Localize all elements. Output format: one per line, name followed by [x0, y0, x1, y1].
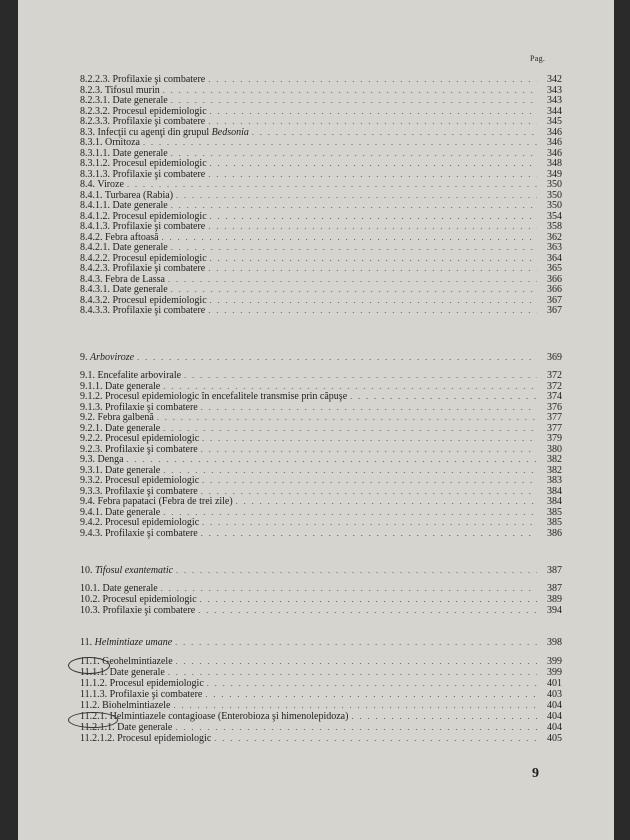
toc-entry-title: 11.2. Biohelmintiazele [80, 700, 171, 711]
toc-page-number: 367 [547, 294, 562, 306]
book-page [18, 0, 614, 840]
toc-entry-title: 9.2.3. Profilaxie şi combatere [80, 443, 198, 455]
toc-entry-title: 8.3. Infecţii cu agenţi din grupul Bedsonia [80, 126, 249, 138]
toc-page-number: 363 [547, 242, 562, 253]
toc-page-number: 358 [547, 221, 562, 232]
toc-entry-title: 8.3.1. Ornitoza [80, 137, 140, 148]
dot-leader [198, 605, 537, 617]
toc-page-number: 374 [547, 391, 562, 402]
toc-entry-title: 8.4.3.3. Profilaxie şi combatere [80, 305, 206, 316]
toc-page-number: 387 [547, 565, 562, 576]
toc-page-number: 348 [547, 158, 562, 169]
toc-entry-title: 8.4.2.2. Procesul epidemiologic [80, 252, 207, 264]
toc-page-number: 404 [547, 711, 562, 722]
toc-page-number: 362 [547, 231, 562, 243]
toc-page-number: 365 [547, 263, 562, 274]
toc-page-number: 367 [547, 305, 562, 316]
toc-page-number: 377 [547, 422, 562, 434]
toc-entry-title: 9.1.3. Profilaxie şi combatere [80, 401, 198, 413]
dot-leader [175, 637, 537, 649]
toc-entry-title: 9.1.2. Procesul epidemiologic în encefalitele transmise prin căpuşe [80, 391, 348, 402]
toc-entry-title: 8.4. Viroze [80, 179, 124, 190]
toc-entry [80, 305, 562, 317]
toc-entry-title: 9.4. Febra papataci (Febra de trei zile) [80, 496, 233, 507]
toc-page-number: 382 [547, 464, 562, 476]
toc-entry-title: 8.3.1.2. Procesul epidemiologic [80, 158, 207, 169]
toc-page-number: 385 [547, 517, 562, 528]
toc-entry-title: 9.4.2. Procesul epidemiologic [80, 517, 200, 528]
toc-chapter-entry [80, 352, 562, 364]
toc-entry-title: 8.2.3.1. Date generale [80, 95, 168, 106]
toc-entry-title: 8.4.1.1. Date generale [80, 200, 168, 211]
toc-entry-title: 10.3. Profilaxie şi combatere [80, 605, 196, 616]
toc-page-number: 401 [547, 678, 562, 689]
toc-page-number: 386 [547, 527, 562, 539]
page-number: 9 [532, 766, 539, 781]
toc-page-number: 350 [547, 179, 562, 190]
toc-entry-title: 8.4.1. Turbarea (Rabia) [80, 189, 174, 201]
toc-entry-title: 8.2.3.2. Procesul epidemiologic [80, 105, 207, 117]
toc-entry-title: 8.3.1.1. Date generale [80, 147, 168, 159]
toc-chapter-entry [80, 637, 562, 649]
toc-page-number: 345 [547, 116, 562, 127]
toc-entry-title: 9.4.3. Profilaxie şi combatere [80, 527, 198, 539]
toc-entry-title: 9.3.2. Procesul epidemiologic [80, 475, 200, 486]
toc-page-number: 404 [547, 700, 562, 711]
toc-entry-title: 11. Helmintiaze umane [80, 637, 173, 648]
toc-page-number: 346 [547, 147, 562, 159]
toc-page-number: 382 [547, 454, 562, 465]
toc-entry-title: 11.2.1.2. Procesul epidemiologic [80, 733, 212, 744]
toc-page-number: 350 [547, 200, 562, 211]
toc-entry [80, 528, 562, 540]
toc-page-number: 387 [547, 583, 562, 594]
toc-entry-title: 8.2.3.3. Profilaxie şi combatere [80, 116, 206, 127]
toc-entry-title: 9.3.3. Profilaxie şi combatere [80, 485, 198, 497]
toc-page-number: 344 [547, 105, 562, 117]
dot-leader [176, 565, 537, 577]
toc-entry-title: 11.1.2. Procesul epidemiologic [80, 678, 204, 689]
toc-page-number: 350 [547, 189, 562, 201]
toc-entry [80, 733, 562, 745]
dot-leader [201, 528, 537, 540]
toc-page-number: 377 [547, 412, 562, 423]
toc-page-number: 342 [547, 74, 562, 85]
toc-page-number: 385 [547, 506, 562, 518]
handwritten-circle-mark [68, 657, 110, 674]
toc-page-number: 384 [547, 485, 562, 497]
toc-entry-title: 9.3. Denga [80, 454, 124, 465]
pag-column-label: Pag. [530, 54, 546, 63]
toc-entry-title: 11.1.3. Profilaxie şi combatere [80, 689, 203, 700]
toc-entry-title: 9.4.1. Date generale [80, 506, 161, 518]
toc-entry-title: 11.2.1.1. Date generale [80, 722, 173, 733]
dot-leader [214, 733, 537, 745]
toc-entry-title: 9.1.1. Date generale [80, 380, 161, 392]
toc-entry-title: 8.3.1.3. Profilaxie şi combatere [80, 168, 206, 180]
toc-entry-title: 10.2. Procesul epidemiologic [80, 594, 197, 605]
toc-entry-title: 11.2.1. Helmintiazele contagioase (Enterobioza şi himenolepidoza) [80, 711, 349, 722]
toc-page-number: 403 [547, 689, 562, 700]
toc-page-number: 346 [547, 126, 562, 138]
toc-page-number: 364 [547, 252, 562, 264]
toc-entry-title: 10.1. Date generale [80, 583, 158, 594]
dot-leader [137, 352, 537, 364]
handwritten-circle-mark [68, 712, 118, 728]
toc-page-number: 372 [547, 370, 562, 381]
toc-page-number: 399 [547, 667, 562, 678]
toc-page-number: 343 [547, 95, 562, 106]
toc-page-number: 405 [547, 733, 562, 744]
toc-page-number: 343 [547, 84, 562, 96]
toc-page-number: 399 [547, 656, 562, 667]
toc-entry-title: 8.4.3.2. Procesul epidemiologic [80, 294, 207, 306]
toc-page-number: 349 [547, 168, 562, 180]
toc-entry-title: 8.4.3. Febra de Lassa [80, 273, 165, 285]
toc-page-number: 398 [547, 637, 562, 648]
toc-page-number: 354 [547, 210, 562, 222]
dot-leader [208, 305, 537, 317]
toc-entry-title: 9.2.2. Procesul epidemiologic [80, 433, 200, 444]
toc-entry-title: 11.1. Geohelmintiazele [80, 656, 173, 667]
toc-page-number: 376 [547, 401, 562, 413]
toc-entry-title: 9.1. Encefalite arbovirale [80, 370, 182, 381]
toc-page-number: 369 [547, 352, 562, 363]
toc-entry-title: 8.2.3. Tifosul murin [80, 84, 160, 96]
toc-page-number: 346 [547, 137, 562, 148]
toc-page-number: 366 [547, 284, 562, 295]
toc-page-number: 389 [547, 594, 562, 605]
toc-chapter-entry [80, 565, 562, 577]
toc-entry-title: 8.4.2.3. Profilaxie şi combatere [80, 263, 206, 274]
toc-entry-title: 8.4.1.2. Procesul epidemiologic [80, 210, 207, 222]
toc-entry-title: 8.4.2. Febra aftoasă [80, 231, 159, 243]
toc-entry-title: 9. Arboviroze [80, 352, 135, 363]
toc-page-number: 366 [547, 273, 562, 285]
toc-entry-title: 11.1.1. Date generale [80, 667, 165, 678]
toc-entry-title: 9.2. Febra galbenă [80, 412, 154, 423]
toc-page-number: 394 [547, 605, 562, 616]
toc-page-number: 384 [547, 496, 562, 507]
toc-entry-title: 8.4.3.1. Date generale [80, 284, 168, 295]
toc-entry-title: 8.4.1.3. Profilaxie şi combatere [80, 221, 206, 232]
toc-entry-title: 8.2.2.3. Profilaxie şi combatere [80, 74, 206, 85]
toc-entry-title: 9.2.1. Date generale [80, 422, 161, 434]
toc-page-number: 379 [547, 433, 562, 444]
toc-page-number: 372 [547, 380, 562, 392]
toc-entry-title: 9.3.1. Date generale [80, 464, 161, 476]
toc-entry-title: 8.4.2.1. Date generale [80, 242, 168, 253]
toc-page-number: 383 [547, 475, 562, 486]
toc-page-number: 404 [547, 722, 562, 733]
toc-page-number: 380 [547, 443, 562, 455]
toc-entry-title: 10. Tifosul exantematic [80, 565, 174, 576]
toc-entry [80, 605, 562, 617]
